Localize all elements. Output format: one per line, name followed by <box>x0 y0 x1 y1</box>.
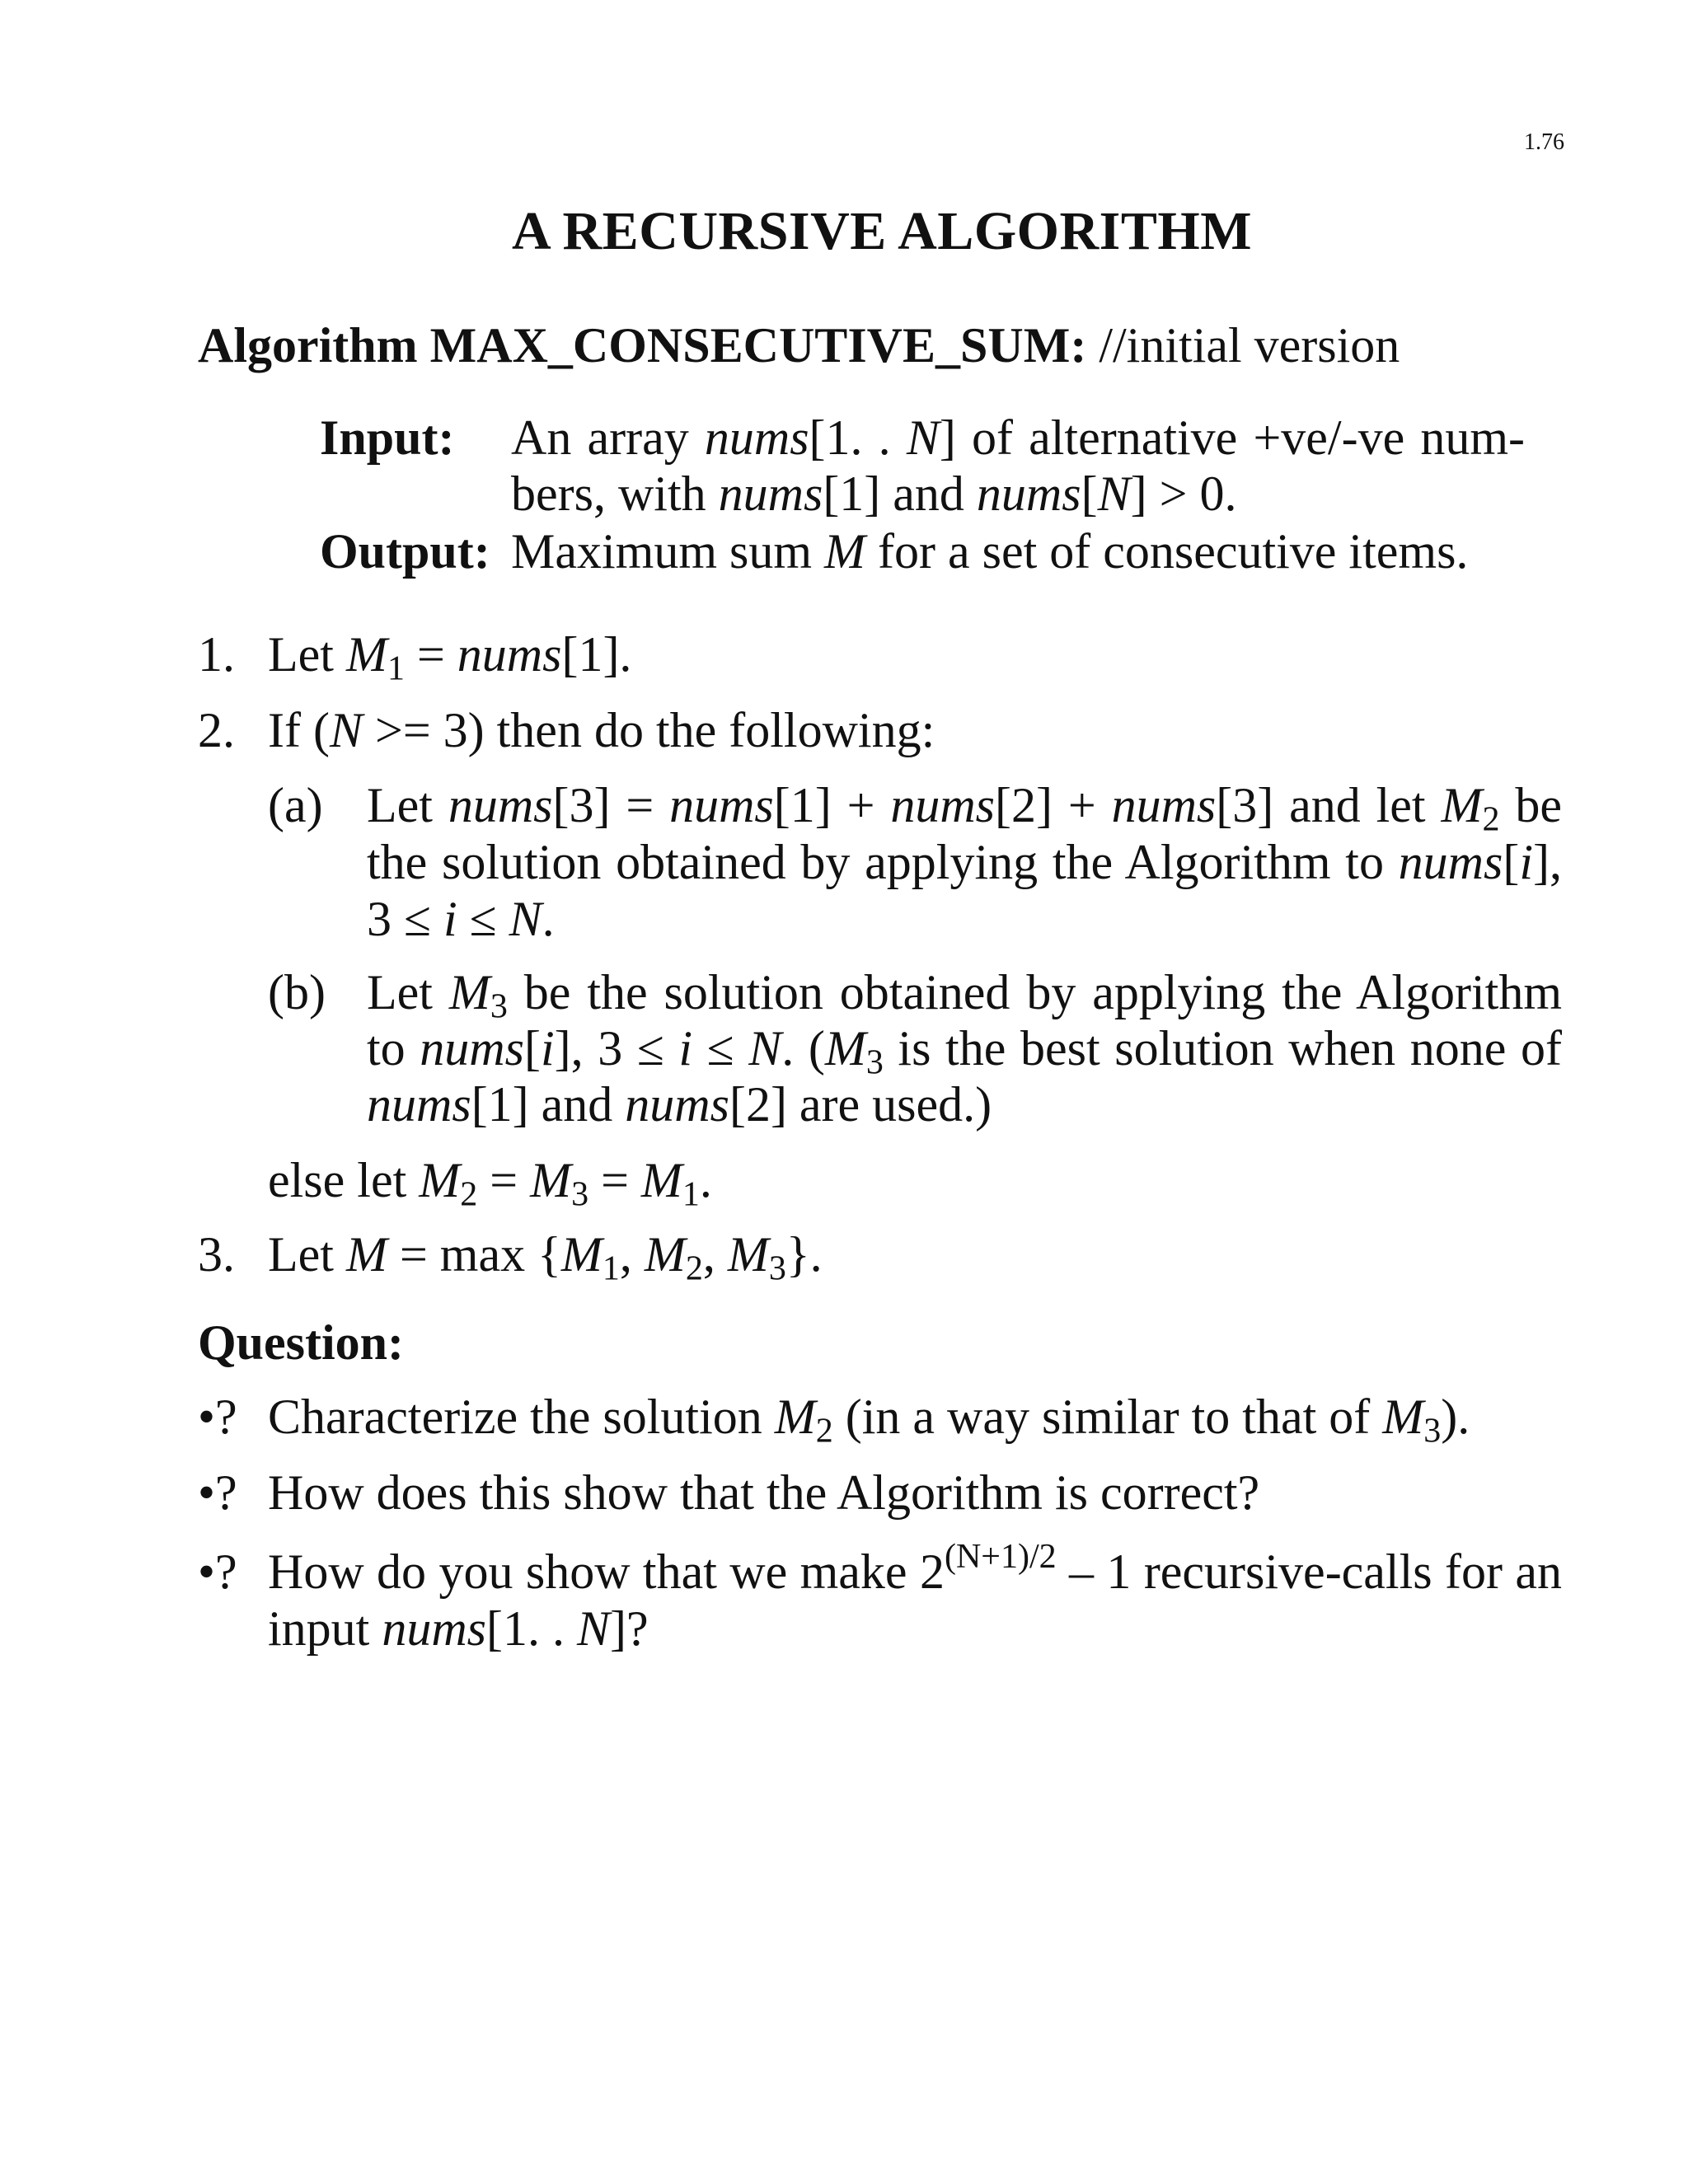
page-title: A RECURSIVE ALGORITHM <box>512 201 1252 261</box>
page-number: 1.76 <box>1524 129 1564 155</box>
question-3-line-1: How do you show that we make $2^{(N+1)/2} - 1$ recursive-calls for an <box>268 1537 1563 1599</box>
algorithm-comment: //initial version <box>1099 318 1400 373</box>
else-line: else let $M_2 = M_3 = M_1$. <box>268 1153 712 1214</box>
question-heading: Question: <box>198 1315 405 1370</box>
bullet-2: •? <box>198 1465 237 1520</box>
algorithm-heading <box>198 317 1400 374</box>
input-line-2: bers, with nums[1] and nums[N] > 0. <box>511 466 1237 521</box>
input-line-1: An array nums[1. . N] of alternative +ve/-ve num- <box>511 410 1525 465</box>
step-1-text: Let $M_1$ = nums[1]. <box>268 627 632 688</box>
bullet-1: •? <box>198 1390 237 1444</box>
output-label: Output: <box>320 524 490 579</box>
step-3-text: Let $M = \max \{M_1$, $M_2$, $M_3$}. <box>268 1227 823 1288</box>
step-1-number: 1. <box>198 627 235 682</box>
substep-b-label: (b) <box>268 965 326 1019</box>
substep-a-line-1: Let nums[3] = nums[1] + nums[2] + nums[3] and let $M_2$ be <box>367 778 1562 839</box>
substep-a-line-2: the solution obtained by applying the Algorithm to nums[i], <box>367 835 1562 889</box>
substep-a-label: (a) <box>268 778 323 832</box>
output-text: Maximum sum M for a set of consecutive items. <box>511 524 1469 579</box>
input-label: Input: <box>320 410 455 465</box>
bullet-3: •? <box>198 1544 237 1599</box>
substep-b-line-2: to nums[i], 3 ≤ i ≤ N. ($M_3$ is the best solution when none of <box>367 1021 1562 1082</box>
step-2-text: If (N >= 3) then do the following: <box>268 703 935 757</box>
substep-b-line-3: nums[1] and nums[2] are used.) <box>367 1077 992 1132</box>
substep-b-line-1: Let $M_3$ be the solution obtained by applying the Algorithm <box>367 965 1563 1026</box>
substep-a-line-3: 3 ≤ i ≤ N. <box>367 892 555 946</box>
step-3-number: 3. <box>198 1227 235 1282</box>
algorithm-name: Algorithm MAX_CONSECUTIVE_SUM: <box>198 318 1087 373</box>
step-2-number: 2. <box>198 703 235 757</box>
question-3-line-2: input nums[1. . N]? <box>268 1601 649 1656</box>
question-2: How does this show that the Algorithm is correct? <box>268 1465 1260 1520</box>
question-1: Characterize the solution $M_2$ (in a way similar to that of $M_3$). <box>268 1390 1470 1451</box>
